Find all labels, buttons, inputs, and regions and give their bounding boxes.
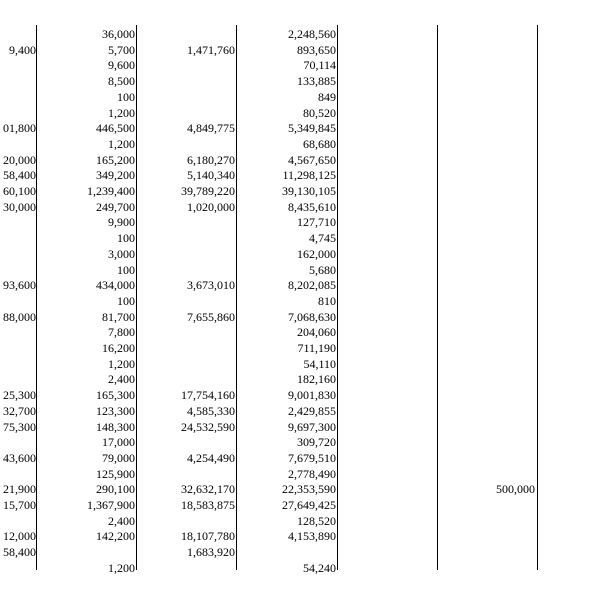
- table-row: [0, 561, 600, 577]
- col-a-value: 21,900: [3, 482, 36, 497]
- table-row: [0, 325, 600, 341]
- col-b-value: 165,200: [96, 152, 135, 167]
- col-a-value: 88,000: [3, 309, 36, 324]
- col-c-value: 4,849,775: [187, 121, 235, 136]
- col-c-value: 32,632,170: [181, 482, 235, 497]
- table-row: [0, 388, 600, 404]
- table-row: [0, 58, 600, 74]
- col-d-value: 4,567,650: [288, 152, 336, 167]
- col-d-value: 162,000: [297, 246, 336, 261]
- col-a-value: 25,300: [3, 388, 36, 403]
- table-row: [0, 137, 600, 153]
- col-d-value: 127,710: [297, 215, 336, 230]
- col-d-value: 2,248,560: [288, 27, 336, 41]
- table-row: [0, 27, 600, 43]
- col-b-value: 81,700: [102, 309, 135, 324]
- col-b-value: 79,000: [102, 450, 135, 465]
- table-row: [0, 231, 600, 247]
- table-row: [0, 153, 600, 169]
- col-b-value: 125,900: [96, 466, 135, 481]
- col-b-value: 5,700: [108, 42, 135, 57]
- col-c-value: 18,583,875: [181, 498, 235, 512]
- col-b-value: 16,200: [102, 341, 135, 355]
- col-b-value: 148,300: [96, 419, 135, 434]
- table-row: [0, 74, 600, 90]
- table-row: [0, 529, 600, 545]
- table-row: [0, 372, 600, 388]
- table-row: [0, 357, 600, 373]
- col-d-value: 9,001,830: [288, 388, 336, 403]
- col-b-value: 1,200: [108, 136, 135, 151]
- col-a-value: 93,600: [3, 278, 36, 293]
- col-d-value: 9,697,300: [288, 419, 336, 434]
- col-b-value: 7,800: [108, 325, 135, 340]
- col-d-value: 7,068,630: [288, 309, 336, 324]
- col-d-value: 4,745: [309, 231, 336, 246]
- col-b-value: 349,200: [96, 168, 135, 183]
- col-c-value: 24,532,590: [181, 419, 235, 434]
- table-row: [0, 121, 600, 137]
- col-d-value: 70,114: [303, 58, 336, 73]
- col-b-value: 36,000: [102, 27, 135, 41]
- table-row: [0, 451, 600, 467]
- col-d-value: 5,349,845: [288, 121, 336, 136]
- col-b-value: 1,200: [108, 105, 135, 120]
- col-a-value: 58,400: [3, 168, 36, 183]
- col-b-value: 142,200: [96, 529, 135, 544]
- table-row: [0, 200, 600, 216]
- col-a-value: 9,400: [9, 42, 36, 57]
- table-row: [0, 168, 600, 184]
- table-row: [0, 247, 600, 263]
- col-c-value: 1,683,920: [187, 545, 235, 560]
- col-c-value: 4,254,490: [187, 450, 235, 465]
- col-b-value: 9,600: [108, 58, 135, 73]
- table-row: [0, 43, 600, 59]
- col-b-value: 249,700: [96, 199, 135, 214]
- col-b-value: 2,400: [108, 372, 135, 387]
- col-c-value: 18,107,780: [181, 529, 235, 544]
- col-d-value: 80,520: [303, 105, 336, 120]
- table-row: [0, 278, 600, 294]
- col-d-value: 128,520: [297, 513, 336, 528]
- col-d-value: 133,885: [297, 74, 336, 89]
- col-a-value: 75,300: [3, 419, 36, 434]
- col-b-value: 100: [117, 262, 135, 277]
- col-b-value: 100: [117, 231, 135, 246]
- col-a-value: 58,400: [3, 545, 36, 560]
- col-b-value: 1,200: [108, 560, 135, 575]
- table-row: [0, 90, 600, 106]
- col-b-value: 8,500: [108, 74, 135, 89]
- col-d-value: 8,435,610: [288, 199, 336, 214]
- col-d-value: 39,130,105: [282, 184, 336, 198]
- col-a-value: 30,000: [3, 199, 36, 214]
- col-b-value: 165,300: [96, 388, 135, 403]
- col-b-value: 17,000: [102, 435, 135, 450]
- table-row: [0, 341, 600, 357]
- table-row: [0, 263, 600, 279]
- col-b-value: 100: [117, 293, 135, 308]
- table-row: [0, 106, 600, 122]
- col-a-value: 12,000: [3, 529, 36, 544]
- col-a-value: 20,000: [3, 152, 36, 167]
- col-b-value: 1,239,400: [87, 184, 135, 198]
- table-row: [0, 310, 600, 326]
- col-c-value: 39,789,220: [181, 184, 235, 198]
- col-c-value: 3,673,010: [187, 278, 235, 293]
- col-d-value: 8,202,085: [288, 278, 336, 293]
- col-a-value: 32,700: [3, 403, 36, 418]
- col-d-value: 309,720: [297, 435, 336, 450]
- col-b-value: 100: [117, 89, 135, 104]
- table-row: [0, 435, 600, 451]
- col-c-value: 5,140,340: [187, 168, 235, 183]
- col-d-value: 11,298,125: [282, 168, 336, 183]
- col-b-value: 1,200: [108, 356, 135, 371]
- col-d-value: 4,153,890: [288, 529, 336, 544]
- table-row: [0, 498, 600, 514]
- col-b-value: 9,900: [108, 215, 135, 230]
- col-d-value: 2,429,855: [288, 403, 336, 418]
- col-c-value: 1,020,000: [187, 199, 235, 214]
- col-d-value: 54,110: [303, 356, 336, 371]
- col-a-value: 01,800: [3, 121, 36, 136]
- col-d-value: 893,650: [297, 42, 336, 57]
- col-b-value: 123,300: [96, 403, 135, 418]
- col-e-value: 500,000: [496, 482, 535, 497]
- col-d-value: 68,680: [303, 136, 336, 151]
- col-d-value: 849: [318, 89, 336, 104]
- col-a-value: 60,100: [3, 184, 36, 198]
- col-d-value: 204,060: [297, 325, 336, 340]
- table-row: [0, 545, 600, 561]
- col-d-value: 5,680: [309, 262, 336, 277]
- table-row: [0, 184, 600, 200]
- table-row: [0, 215, 600, 231]
- col-d-value: 711,190: [297, 341, 336, 355]
- col-d-value: 27,649,425: [282, 498, 336, 512]
- col-b-value: 290,100: [96, 482, 135, 497]
- col-c-value: 4,585,330: [187, 403, 235, 418]
- table-row: [0, 294, 600, 310]
- col-c-value: 1,471,760: [187, 42, 235, 57]
- col-d-value: 22,353,590: [282, 482, 336, 497]
- col-a-value: 43,600: [3, 450, 36, 465]
- table-row: [0, 404, 600, 420]
- table-row: [0, 514, 600, 530]
- table-row: [0, 420, 600, 436]
- col-d-value: 54,240: [303, 560, 336, 575]
- col-b-value: 434,000: [96, 278, 135, 293]
- col-b-value: 446,500: [96, 121, 135, 136]
- col-d-value: 182,160: [297, 372, 336, 387]
- col-c-value: 17,754,160: [181, 388, 235, 403]
- col-c-value: 7,655,860: [187, 309, 235, 324]
- col-b-value: 1,367,900: [87, 498, 135, 512]
- col-d-value: 2,778,490: [288, 466, 336, 481]
- col-b-value: 2,400: [108, 513, 135, 528]
- col-d-value: 810: [318, 293, 336, 308]
- table-row: [0, 467, 600, 483]
- col-d-value: 7,679,510: [288, 450, 336, 465]
- col-b-value: 3,000: [108, 246, 135, 261]
- col-a-value: 15,700: [3, 498, 36, 512]
- col-c-value: 6,180,270: [187, 152, 235, 167]
- table-row: [0, 482, 600, 498]
